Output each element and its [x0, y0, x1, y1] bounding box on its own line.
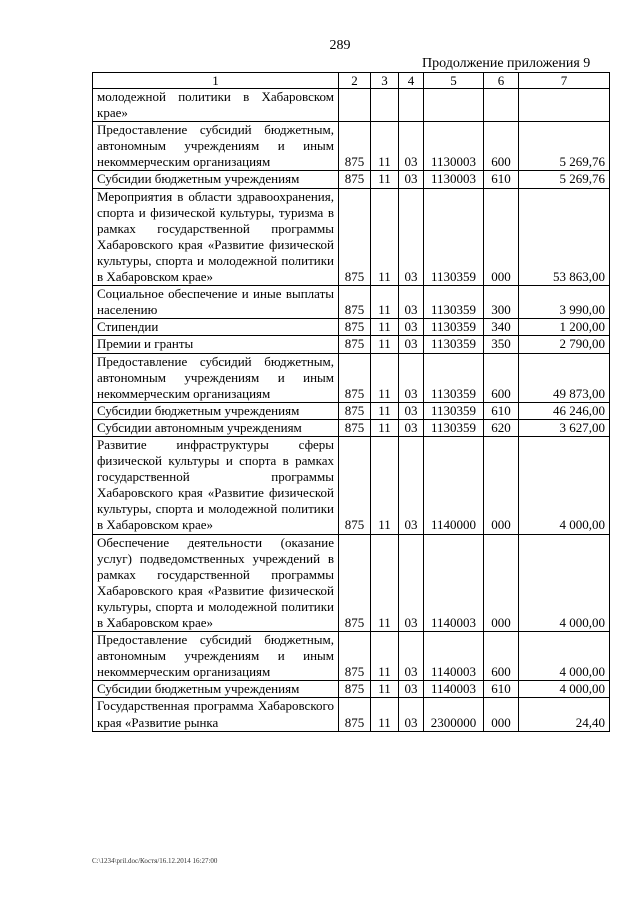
admin-code-cell: 875: [339, 698, 371, 731]
target-item-cell: 1130359: [424, 336, 484, 353]
table-row: [93, 122, 610, 171]
expense-type-cell: 000: [484, 436, 519, 534]
table-row: [93, 632, 610, 681]
section-code-cell: [371, 89, 399, 122]
table-row: [93, 89, 610, 122]
row-name-cell: Развитие инфраструктуры сферы физической культуры и спорта в рамках государственной программы Хабаровского края «Развитие физической культуры, спорта и молодежной политики в Хабаровском крае»: [93, 436, 339, 534]
row-name-cell: Субсидии бюджетным учреждениям: [93, 171, 339, 188]
expense-type-cell: 600: [484, 122, 519, 171]
subsection-code-cell: 03: [399, 122, 424, 171]
subsection-code-cell: 03: [399, 319, 424, 336]
admin-code-cell: 875: [339, 436, 371, 534]
amount-cell: 46 246,00: [519, 402, 610, 419]
amount-cell: 5 269,76: [519, 122, 610, 171]
section-code-cell: 11: [371, 698, 399, 731]
admin-code-cell: 875: [339, 122, 371, 171]
subsection-code-cell: 03: [399, 436, 424, 534]
admin-code-cell: 875: [339, 632, 371, 681]
amount-cell: 4 000,00: [519, 632, 610, 681]
row-name-cell: Обеспечение деятельности (оказание услуг) подведомственных учреждений в рамках государственной программы Хабаровского края «Развитие физической культуры, спорта и молодежной политики в Хабаровском крае»: [93, 534, 339, 632]
expense-type-cell: 000: [484, 188, 519, 286]
subsection-code-cell: 03: [399, 534, 424, 632]
amount-cell: 5 269,76: [519, 171, 610, 188]
section-code-cell: 11: [371, 681, 399, 698]
target-item-cell: 1130359: [424, 286, 484, 319]
subsection-code-cell: 03: [399, 632, 424, 681]
target-item-cell: 1140000: [424, 436, 484, 534]
expense-type-cell: 620: [484, 419, 519, 436]
admin-code-cell: 875: [339, 419, 371, 436]
amount-cell: 3 990,00: [519, 286, 610, 319]
row-name-cell: молодежной политики в Хабаровском крае»: [93, 89, 339, 122]
page-number: 289: [329, 38, 351, 53]
section-code-cell: 11: [371, 534, 399, 632]
table-row: [93, 402, 610, 419]
row-name-cell: Предоставление субсидий бюджетным, автономным учреждениям и иным некоммерческим организациям: [93, 353, 339, 402]
section-code-cell: 11: [371, 171, 399, 188]
table-header-row: [93, 73, 610, 89]
file-path-footer: C:\1234\pril.doc/Костя/16.12.2014 16:27:00: [92, 857, 218, 865]
section-code-cell: 11: [371, 319, 399, 336]
subsection-code-cell: [399, 89, 424, 122]
admin-code-cell: 875: [339, 402, 371, 419]
column-header: 4: [399, 73, 424, 89]
table-row: [93, 681, 610, 698]
column-header: 1: [93, 73, 339, 89]
target-item-cell: 1130003: [424, 122, 484, 171]
row-name-cell: Субсидии автономным учреждениям: [93, 419, 339, 436]
admin-code-cell: 875: [339, 534, 371, 632]
amount-cell: 49 873,00: [519, 353, 610, 402]
row-name-cell: Стипендии: [93, 319, 339, 336]
table-row: [93, 534, 610, 632]
subsection-code-cell: 03: [399, 681, 424, 698]
amount-cell: 3 627,00: [519, 419, 610, 436]
admin-code-cell: 875: [339, 319, 371, 336]
table-row: [93, 319, 610, 336]
row-name-cell: Государственная программа Хабаровского края «Развитие рынка: [93, 698, 339, 731]
section-code-cell: 11: [371, 353, 399, 402]
admin-code-cell: [339, 89, 371, 122]
subsection-code-cell: 03: [399, 188, 424, 286]
target-item-cell: 1130359: [424, 353, 484, 402]
admin-code-cell: 875: [339, 188, 371, 286]
section-code-cell: 11: [371, 188, 399, 286]
column-header: 5: [424, 73, 484, 89]
expense-type-cell: 600: [484, 353, 519, 402]
table-row: [93, 171, 610, 188]
row-name-cell: Субсидии бюджетным учреждениям: [93, 402, 339, 419]
table-row: [93, 436, 610, 534]
row-name-cell: Социальное обеспечение и иные выплаты населению: [93, 286, 339, 319]
amount-cell: 1 200,00: [519, 319, 610, 336]
amount-cell: 53 863,00: [519, 188, 610, 286]
column-header: 2: [339, 73, 371, 89]
row-name-cell: Мероприятия в области здравоохранения, спорта и физической культуры, туризма в рамках государственной программы Хабаровского края «Развитие физической культуры, спорта и молодежной политики в Хабаровском крае»: [93, 188, 339, 286]
expense-type-cell: 000: [484, 698, 519, 731]
subsection-code-cell: 03: [399, 286, 424, 319]
expense-type-cell: 610: [484, 681, 519, 698]
amount-cell: 24,40: [519, 698, 610, 731]
target-item-cell: 1140003: [424, 534, 484, 632]
continuation-label: Продолжение приложения 9: [422, 56, 591, 71]
budget-table: [92, 72, 610, 732]
target-item-cell: 1140003: [424, 632, 484, 681]
table-row: [93, 336, 610, 353]
section-code-cell: 11: [371, 402, 399, 419]
expense-type-cell: 610: [484, 171, 519, 188]
amount-cell: 4 000,00: [519, 436, 610, 534]
table-row: [93, 698, 610, 731]
target-item-cell: [424, 89, 484, 122]
table-row: [93, 419, 610, 436]
row-name-cell: Предоставление субсидий бюджетным, автономным учреждениям и иным некоммерческим организациям: [93, 122, 339, 171]
table-row: [93, 188, 610, 286]
subsection-code-cell: 03: [399, 698, 424, 731]
target-item-cell: 1130359: [424, 188, 484, 286]
table-row: [93, 286, 610, 319]
admin-code-cell: 875: [339, 171, 371, 188]
table-row: [93, 353, 610, 402]
expense-type-cell: 340: [484, 319, 519, 336]
amount-cell: [519, 89, 610, 122]
amount-cell: 4 000,00: [519, 534, 610, 632]
expense-type-cell: 350: [484, 336, 519, 353]
target-item-cell: 1130359: [424, 402, 484, 419]
row-name-cell: Предоставление субсидий бюджетным, автономным учреждениям и иным некоммерческим организациям: [93, 632, 339, 681]
section-code-cell: 11: [371, 336, 399, 353]
target-item-cell: 2300000: [424, 698, 484, 731]
amount-cell: 2 790,00: [519, 336, 610, 353]
expense-type-cell: 300: [484, 286, 519, 319]
section-code-cell: 11: [371, 122, 399, 171]
amount-cell: 4 000,00: [519, 681, 610, 698]
subsection-code-cell: 03: [399, 336, 424, 353]
admin-code-cell: 875: [339, 353, 371, 402]
target-item-cell: 1140003: [424, 681, 484, 698]
expense-type-cell: 000: [484, 534, 519, 632]
row-name-cell: Премии и гранты: [93, 336, 339, 353]
column-header: 3: [371, 73, 399, 89]
subsection-code-cell: 03: [399, 353, 424, 402]
section-code-cell: 11: [371, 286, 399, 319]
subsection-code-cell: 03: [399, 419, 424, 436]
section-code-cell: 11: [371, 419, 399, 436]
expense-type-cell: 600: [484, 632, 519, 681]
subsection-code-cell: 03: [399, 171, 424, 188]
expense-type-cell: [484, 89, 519, 122]
target-item-cell: 1130359: [424, 419, 484, 436]
section-code-cell: 11: [371, 632, 399, 681]
admin-code-cell: 875: [339, 286, 371, 319]
expense-type-cell: 610: [484, 402, 519, 419]
section-code-cell: 11: [371, 436, 399, 534]
column-header: 6: [484, 73, 519, 89]
subsection-code-cell: 03: [399, 402, 424, 419]
row-name-cell: Субсидии бюджетным учреждениям: [93, 681, 339, 698]
target-item-cell: 1130359: [424, 319, 484, 336]
admin-code-cell: 875: [339, 336, 371, 353]
column-header: 7: [519, 73, 610, 89]
admin-code-cell: 875: [339, 681, 371, 698]
target-item-cell: 1130003: [424, 171, 484, 188]
